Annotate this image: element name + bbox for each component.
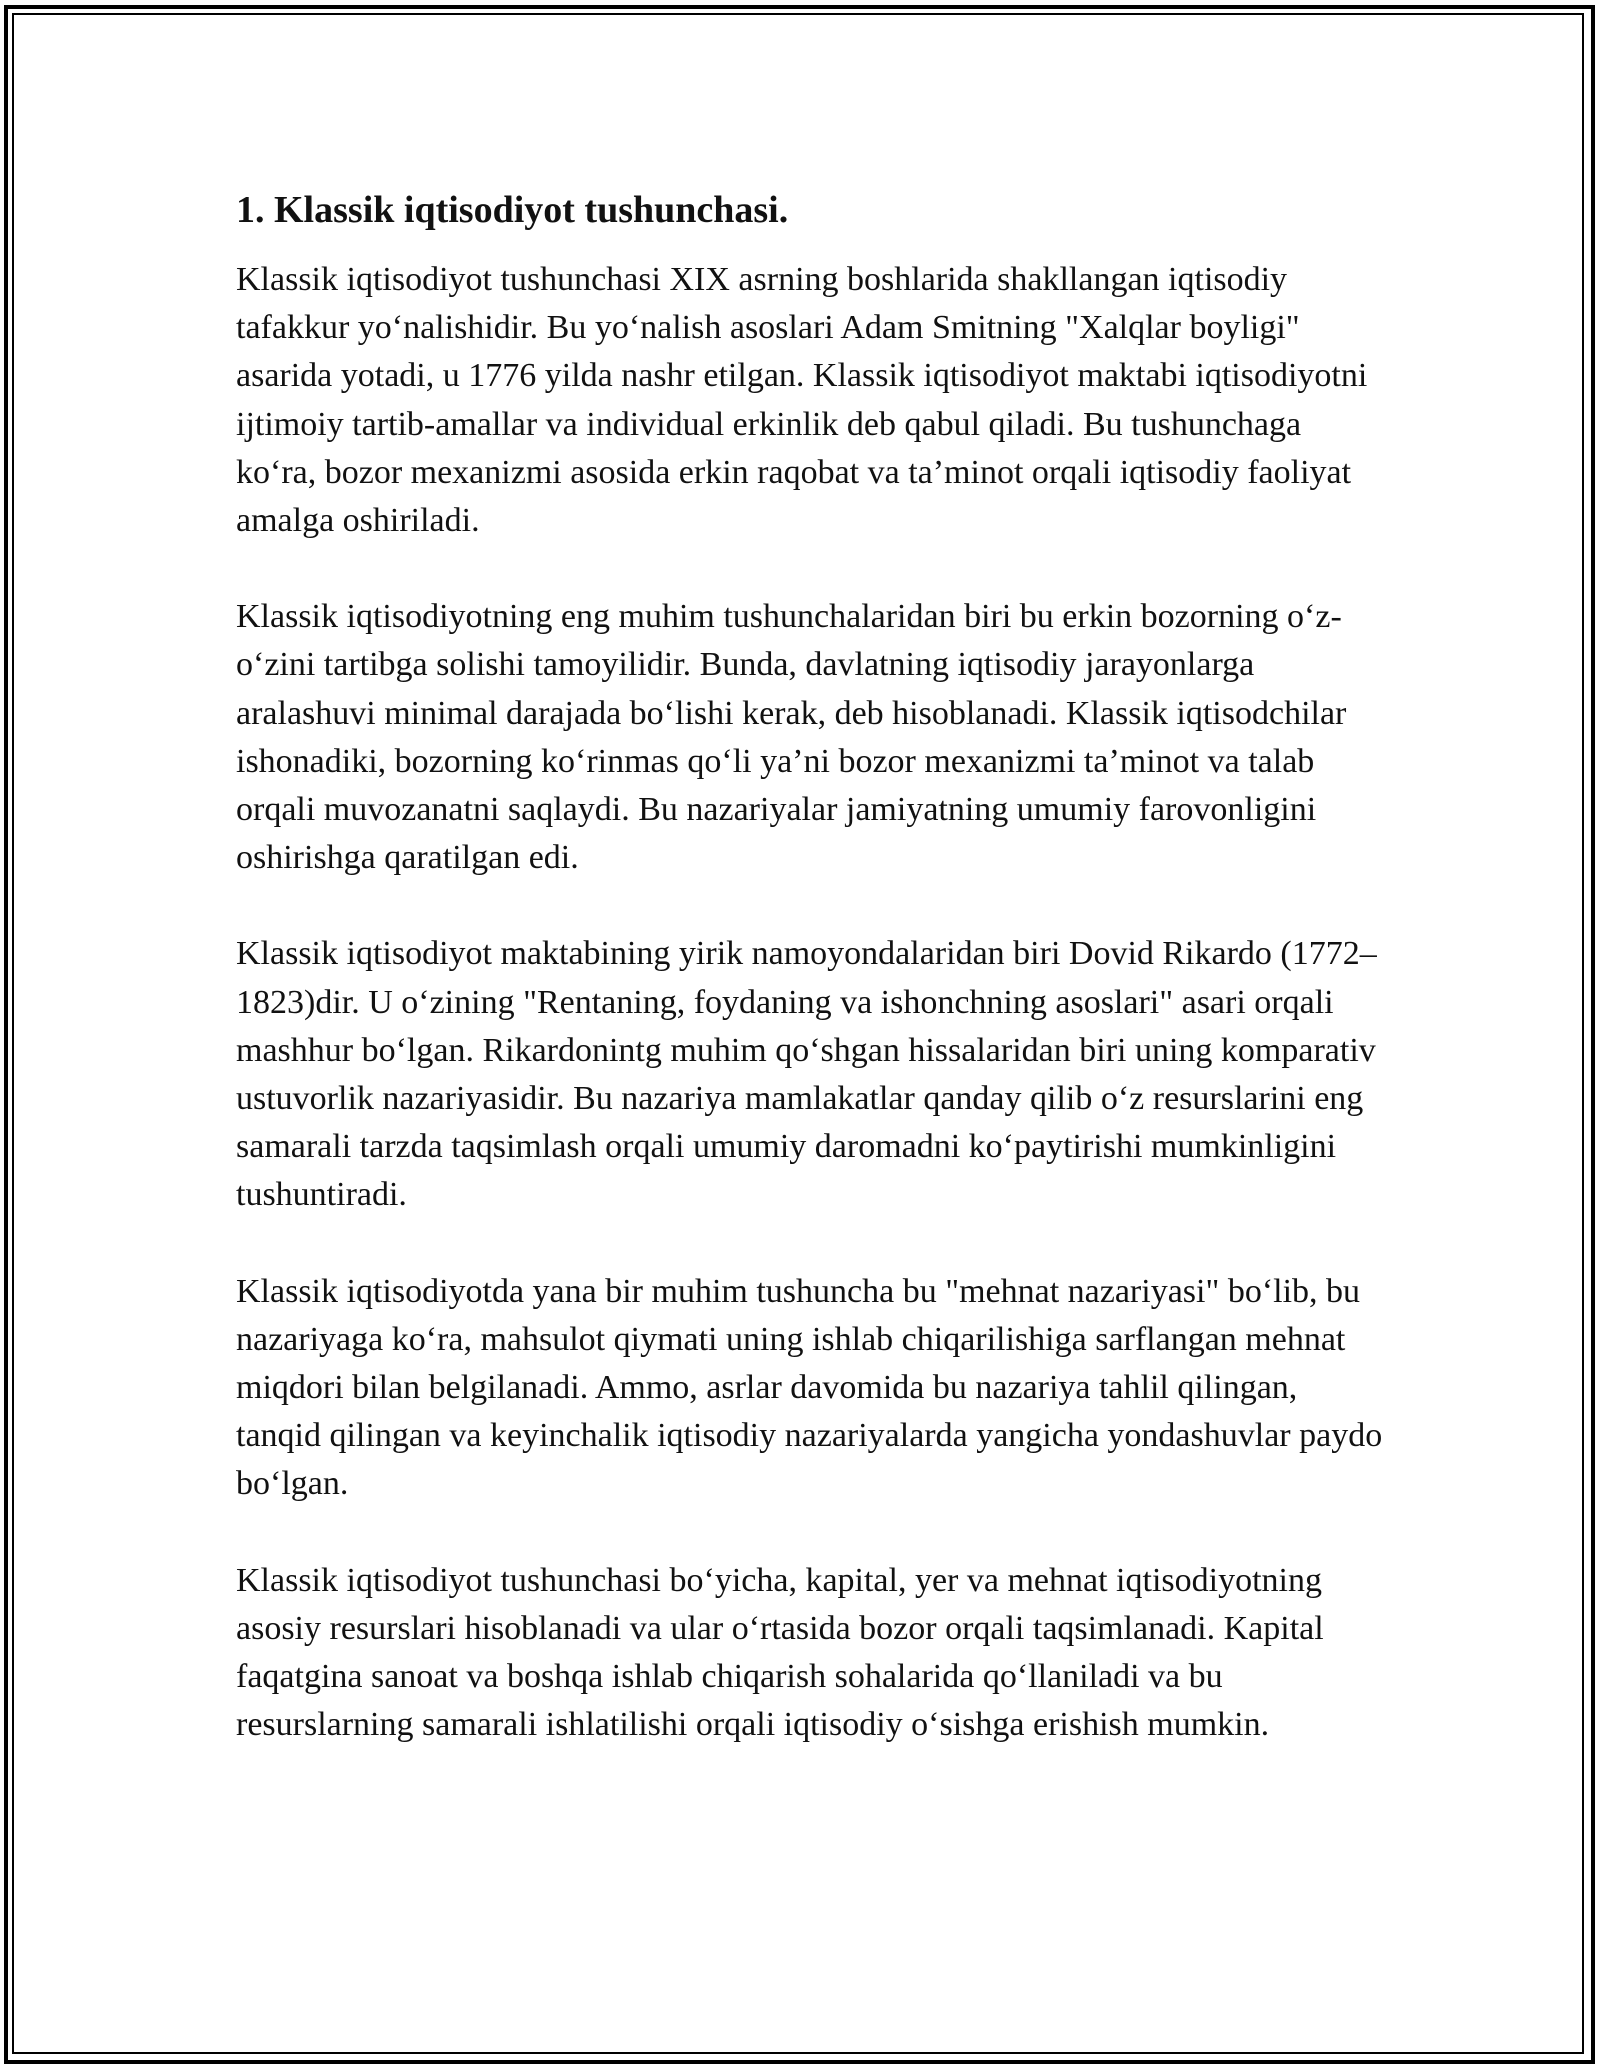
paragraph-3: Klassik iqtisodiyot maktabining yirik namoyondalaridan biri Dovid Rikardo (1772–1823)dir. U o‘zining "Rentaning, foydaning va ishonchning asoslari" asari orqali mashhur bo‘lgan. Rikardonintg muhim qo‘shgan hissalaridan biri uning komparativ ustuvorlik nazariyasidir. Bu nazariya mamlakatlar qanday qilib o‘z resurslarini eng samarali tarzda taqsimlash orqali umumiy daromadni ko‘paytirishi mumkinligini tushuntiradi. [236,935,1377,1214]
paragraph-2: Klassik iqtisodiyotning eng muhim tushunchalaridan biri bu erkin bozorning o‘z-o‘zini tartibga solishi tamoyilidir. Bunda, davlatning iqtisodiy jarayonlarga aralashuvi minimal darajada bo‘lishi kerak, deb hisoblanadi. Klassik iqtisodchilar ishonadiki, bozorning ko‘rinmas qo‘li ya’ni bozor mexanizmi ta’minot va talab orqali muvozanatni saqlaydi. Bu nazariyalar jamiyatning umumiy farovonligini oshirishga qaratilgan edi. [236,598,1347,877]
paragraph-5: Klassik iqtisodiyot tushunchasi bo‘yicha, kapital, yer va mehnat iqtisodiyotning asosiy resurslari hisoblanadi va ular o‘rtasida bozor orqali taqsimlanadi. Kapital faqatgina sanoat va boshqa ishlab chiqarish sohalarida qo‘llaniladi va bu resurslarning samarali ishlatilishi orqali iqtisodiy o‘sishga erishish mumkin. [236,1561,1324,1744]
paragraph-1: Klassik iqtisodiyot tushunchasi XIX asrning boshlarida shakllangan iqtisodiy tafakkur yo‘nalishidir. Bu yo‘nalish asoslari Adam Smitning "Xalqlar boyligi" asarida yotadi, u 1776 yilda nashr etilgan. Klassik iqtisodiyot maktabi iqtisodiyotni ijtimoiy tartib-amallar va individual erkinlik deb qabul qiladi. Bu tushunchaga ko‘ra, bozor mexanizmi asosida erkin raqobat va ta’minot orqali iqtisodiy faoliyat amalga oshiriladi. [236,261,1368,540]
section-heading: 1. Klassik iqtisodiyot tushunchasi. [236,189,789,231]
document-body [236,186,1386,1797]
paragraph-4: Klassik iqtisodiyotda yana bir muhim tushuncha bu "mehnat nazariyasi" bo‘lib, bu nazariyaga ko‘ra, mahsulot qiymati uning ishlab chiqarilishiga sarflangan mehnat miqdori bilan belgilanadi. Ammo, asrlar davomida bu nazariya tahlil qilingan, tanqid qilingan va keyinchalik iqtisodiy nazariyalarda yangicha yondashuvlar paydo bo‘lgan. [236,1272,1383,1503]
